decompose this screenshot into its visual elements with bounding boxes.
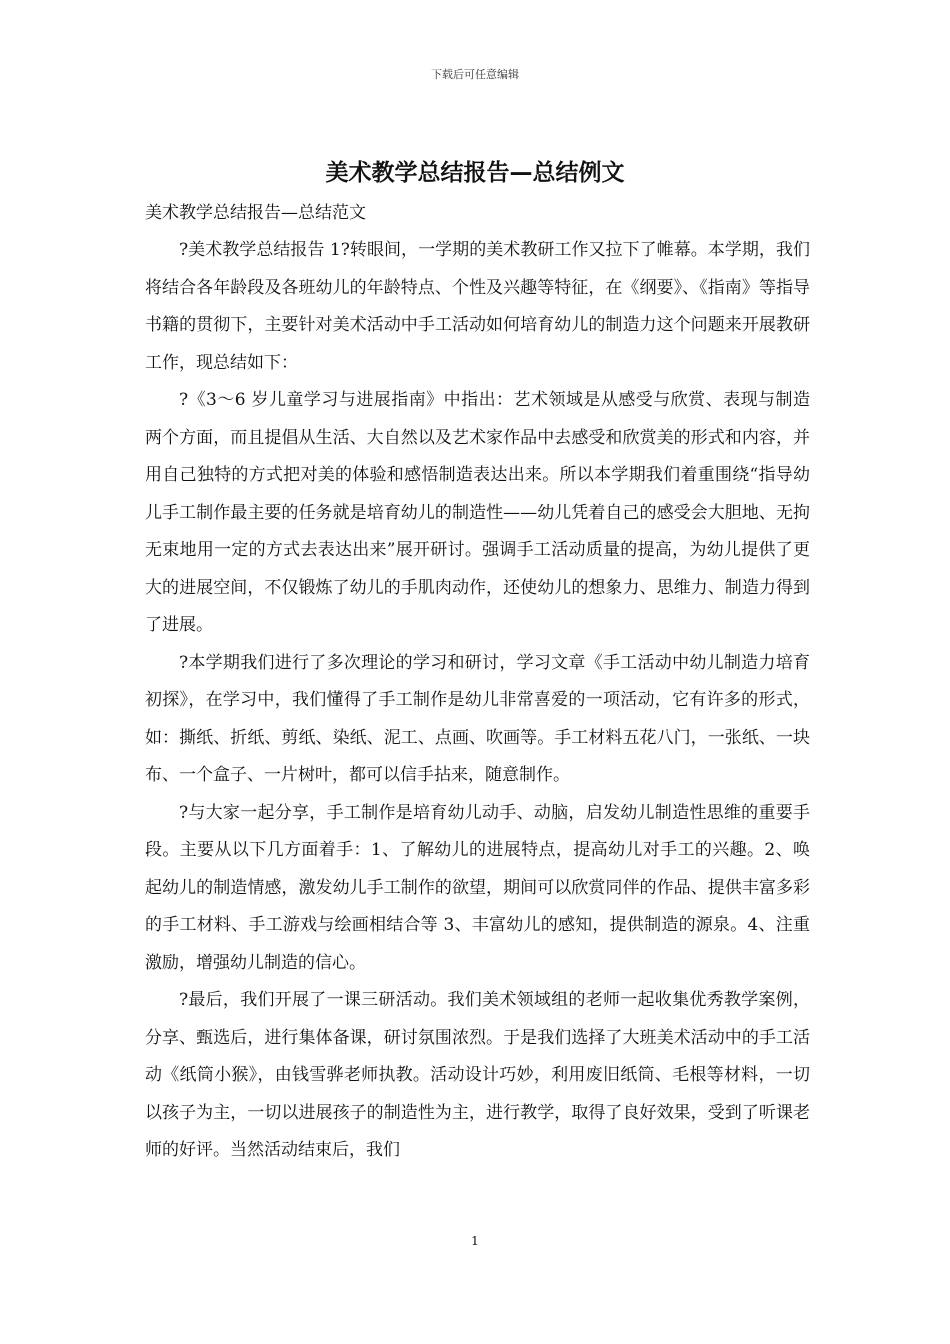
document-body <box>145 198 810 1170</box>
document-subtitle: 美术教学总结报告—总结范文 <box>145 203 366 223</box>
paragraph-1: ?美术教学总结报告 1?转眼间，一学期的美术教研工作又拉下了帷幕。本学期，我们将结合各年龄段及各班幼儿的年龄特点、个性及兴趣等特征，在《纲要》、《指南》等指导书籍的贯彻下，主要针对美术活动中手工活动如何培育幼儿的制造力这个问题来开展教研工作，现总结如下： <box>145 240 810 373</box>
paragraph-4: ?与大家一起分享，手工制作是培育幼儿动手、动脑，启发幼儿制造性思维的重要手段。主要从以下几方面着手：1、了解幼儿的进展特点，提高幼儿对手工的兴趣。2、唤起幼儿的制造情感，激发幼儿手工制作的欲望，期间可以欣赏同伴的作品、提供丰富多彩的手工材料、手工游戏与绘画相结合等 3、丰富幼儿的感知，提供制造的源泉。4、注重激励，增强幼儿制造的信心。 <box>145 802 810 973</box>
page-number: 1 <box>471 1234 479 1248</box>
document-title: 美术教学总结报告—总结例文 <box>325 160 625 186</box>
paragraph-3: ?本学期我们进行了多次理论的学习和研讨，学习文章《手工活动中幼儿制造力培育初探》，在学习中，我们懂得了手工制作是幼儿非常喜爱的一项活动，它有许多的形式，如：撕纸、折纸、剪纸、染纸、泥工、点画、吹画等。手工材料五花八门，一张纸、一块布、一个盒子、一片树叶，都可以信手拈来，随意制作。 <box>145 652 810 785</box>
paragraph-5: ?最后，我们开展了一课三研活动。我们美术领域组的老师一起收集优秀教学案例，分享、甄选后，进行集体备课，研讨氛围浓烈。于是我们选择了大班美术活动中的手工活动《纸筒小猴》，由钱雪骅老师执教。活动设计巧妙，利用废旧纸筒、毛根等材料，一切以孩子为主，一切以进展孩子的制造性为主，进行教学，取得了良好效果，受到了听课老师的好评。当然活动结束后，我们 <box>145 990 810 1160</box>
paragraph-2: ?《3～6 岁儿童学习与进展指南》中指出：艺术领域是从感受与欣赏、表现与制造两个方面，而且提倡从生活、大自然以及艺术家作品中去感受和欣赏美的形式和内容，并用自己独特的方式把对美的体验和感悟制造表达出来。所以本学期我们着重围绕“指导幼儿手工制作最主要的任务就是培育幼儿的制造性——幼儿凭着自己的感受会大胆地、无拘无束地用一定的方式去表达出来”展开研讨。强调手工活动质量的提高，为幼儿提供了更大的进展空间，不仅锻炼了幼儿的手肌肉动作，还使幼儿的想象力、思维力、制造力得到了进展。 <box>145 390 810 635</box>
header-note: 下载后可任意编辑 <box>431 68 519 81</box>
